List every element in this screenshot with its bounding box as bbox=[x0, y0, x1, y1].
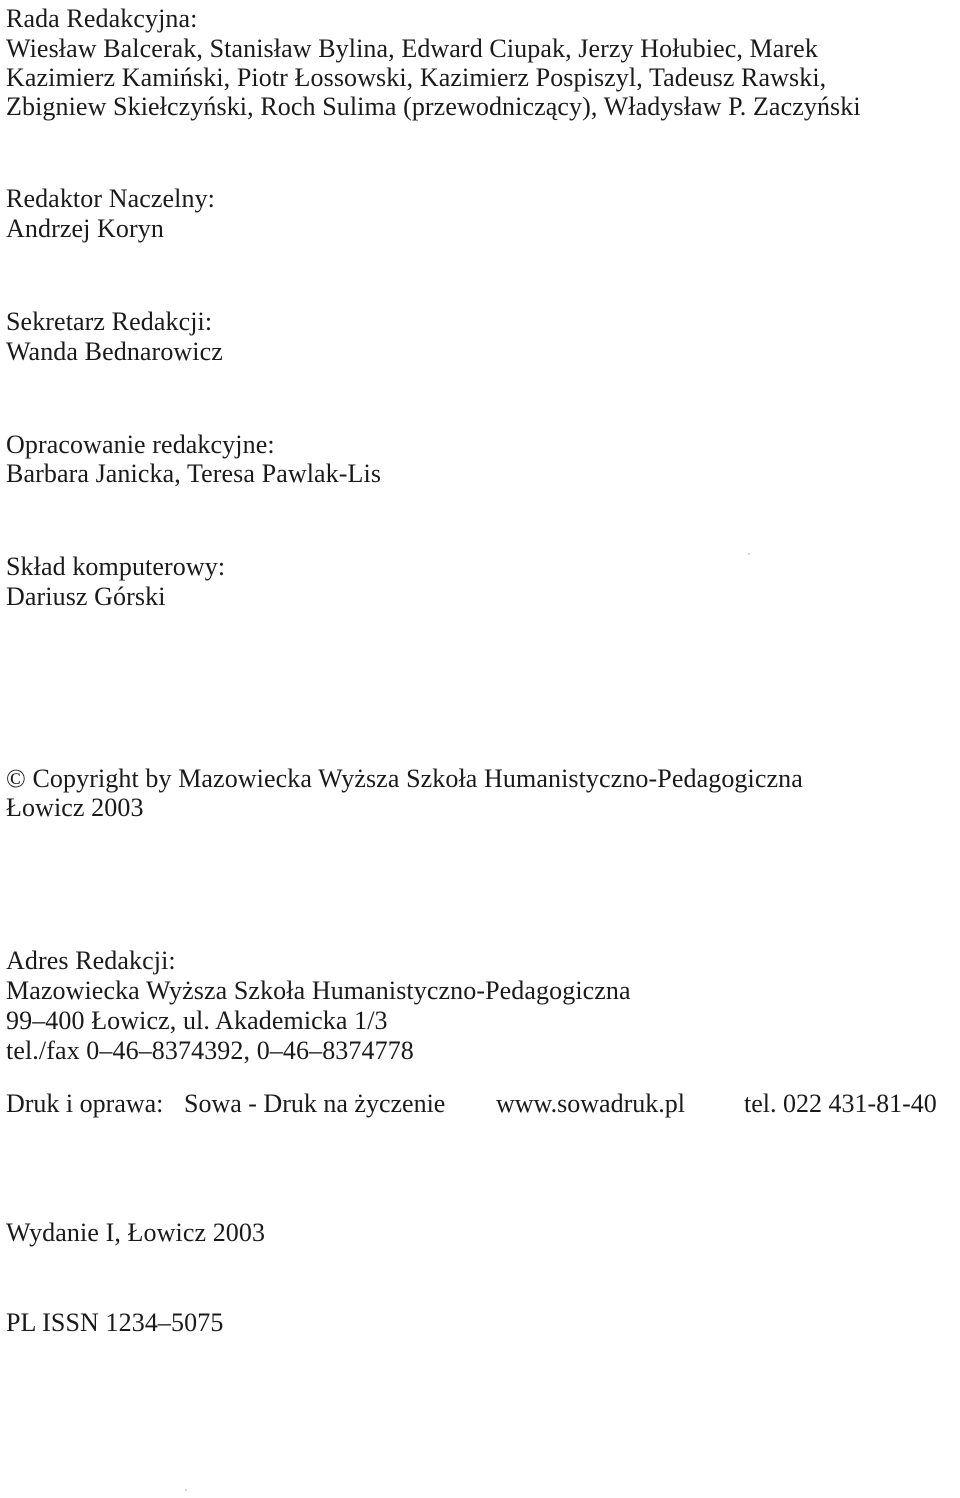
editorial-board-line-1: Wiesław Balcerak, Stanisław Bylina, Edward Ciupak, Jerzy Hołubiec, Marek bbox=[6, 34, 818, 63]
secretary-name: Wanda Bednarowicz bbox=[6, 337, 223, 366]
edition-line: Wydanie I, Łowicz 2003 bbox=[6, 1218, 266, 1247]
address-phone: tel./fax 0–46–8374392, 0–46–8374778 bbox=[6, 1036, 414, 1065]
editor-in-chief-heading: Redaktor Naczelny: bbox=[6, 184, 215, 213]
editorial-board-line-3: Zbigniew Skiełczyński, Roch Sulima (przewodniczący), Władysław P. Zaczyński bbox=[6, 92, 861, 121]
scan-speck bbox=[748, 553, 750, 555]
secretary-heading: Sekretarz Redakcji: bbox=[6, 307, 213, 336]
copyright-line: © Copyright by Mazowiecka Wyższa Szkoła Humanistyczno-Pedagogiczna bbox=[6, 764, 803, 793]
scan-speck bbox=[185, 1489, 187, 1491]
issn-line: PL ISSN 1234–5075 bbox=[6, 1308, 224, 1337]
editor-in-chief-name: Andrzej Koryn bbox=[6, 214, 164, 243]
printing-website: www.sowadruk.pl bbox=[496, 1089, 685, 1118]
address-street: 99–400 Łowicz, ul. Akademicka 1/3 bbox=[6, 1006, 388, 1035]
editorial-board-line-2: Kazimierz Kamiński, Piotr Łossowski, Kazimierz Pospiszyl, Tadeusz Rawski, bbox=[6, 63, 827, 92]
address-institution: Mazowiecka Wyższa Szkoła Humanistyczno-Pedagogiczna bbox=[6, 976, 631, 1005]
copyright-place-year: Łowicz 2003 bbox=[6, 793, 144, 822]
typesetting-heading: Skład komputerowy: bbox=[6, 552, 226, 581]
printing-phone: tel. 022 431-81-40 bbox=[744, 1089, 937, 1118]
printing-label: Druk i oprawa: bbox=[6, 1089, 164, 1118]
printing-printer: Sowa - Druk na życzenie bbox=[184, 1089, 446, 1118]
editing-names: Barbara Janicka, Teresa Pawlak-Lis bbox=[6, 459, 382, 488]
editing-heading: Opracowanie redakcyjne: bbox=[6, 430, 275, 459]
typesetting-name: Dariusz Górski bbox=[6, 582, 166, 611]
address-heading: Adres Redakcji: bbox=[6, 946, 176, 975]
editorial-board-heading: Rada Redakcyjna: bbox=[6, 4, 198, 33]
